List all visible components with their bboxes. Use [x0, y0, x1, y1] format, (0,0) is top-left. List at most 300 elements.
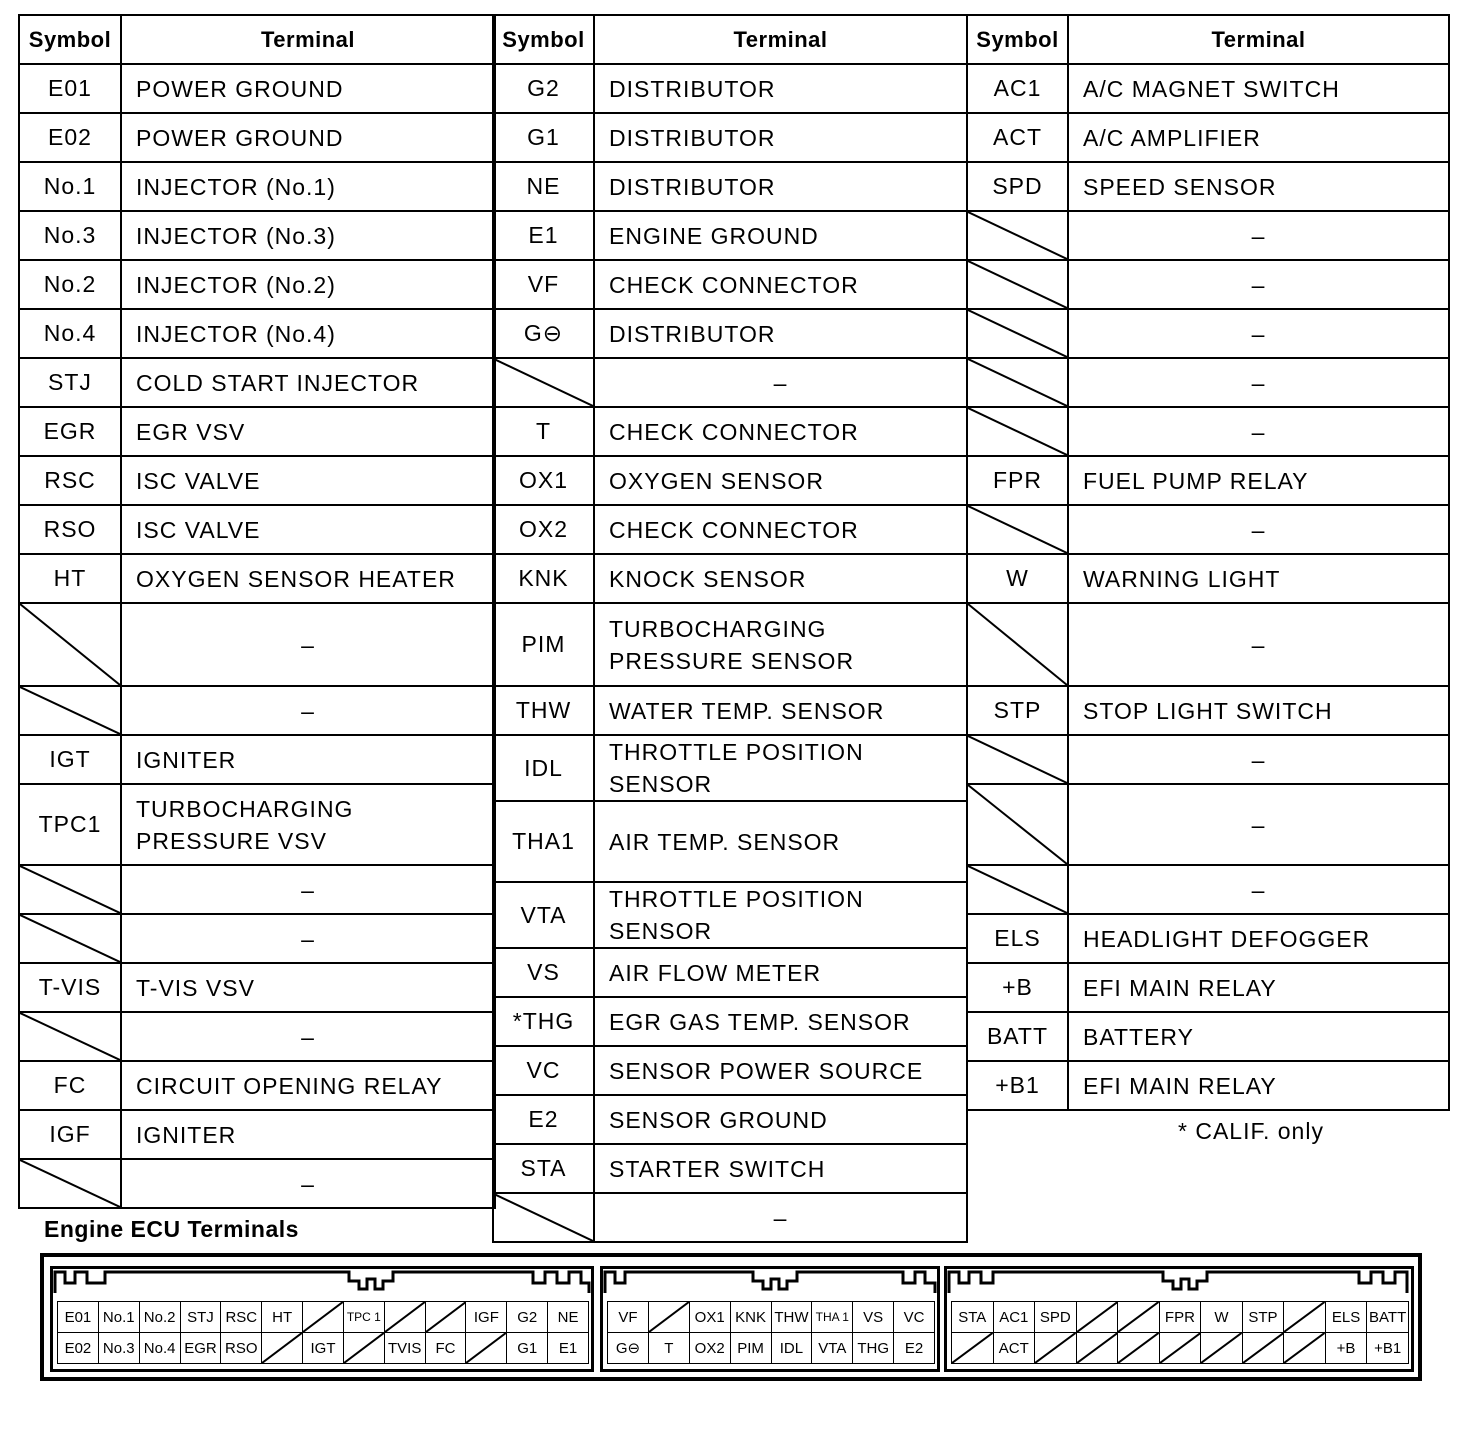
terminal-cell: CHECK CONNECTOR	[594, 407, 967, 456]
terminal-cell: OXYGEN SENSOR HEATER	[121, 554, 495, 603]
header-symbol-3: Symbol	[967, 15, 1068, 64]
pin-cell: EGR	[180, 1333, 221, 1364]
pin-cell: ACT	[993, 1333, 1035, 1364]
symbol-cell: No.3	[19, 211, 121, 260]
pin-cell: FPR	[1159, 1302, 1201, 1333]
terminal-cell: CIRCUIT OPENING RELAY	[121, 1061, 495, 1110]
terminal-cell: –	[1068, 865, 1449, 914]
pin-cell: NE	[548, 1302, 589, 1333]
calif-note: * CALIF. only	[1178, 1118, 1324, 1144]
pin-cell: VF	[608, 1302, 649, 1333]
pin-cell: G1	[507, 1333, 548, 1364]
table-row	[493, 686, 967, 735]
terminal-table-group-3	[966, 14, 1450, 1111]
unused-slash	[968, 310, 1067, 357]
symbol-cell: E2	[493, 1095, 594, 1144]
table-row	[493, 260, 967, 309]
unused-symbol-cell	[967, 865, 1068, 914]
symbol-cell: PIM	[493, 603, 594, 686]
unused-pin-cell	[648, 1302, 689, 1333]
symbol-cell: STJ	[19, 358, 121, 407]
table-row	[19, 1110, 495, 1159]
unused-slash	[1077, 1333, 1118, 1363]
connector-2-key-outline	[603, 1269, 937, 1295]
terminal-cell: THROTTLE POSITION SENSOR	[594, 735, 967, 801]
pin-cell: BATT	[1367, 1302, 1409, 1333]
pin-cell: IDL	[771, 1333, 812, 1364]
symbol-cell: T	[493, 407, 594, 456]
symbol-cell: STP	[967, 686, 1068, 735]
pin-cell: E01	[58, 1302, 99, 1333]
table-row	[19, 64, 495, 113]
symbol-cell: VS	[493, 948, 594, 997]
terminal-cell: INJECTOR (No.4)	[121, 309, 495, 358]
terminal-cell: A/C AMPLIFIER	[1068, 113, 1449, 162]
terminal-cell: POWER GROUND	[121, 113, 495, 162]
unused-symbol-cell	[967, 735, 1068, 784]
unused-slash	[1201, 1333, 1242, 1363]
symbol-cell: E1	[493, 211, 594, 260]
terminal-cell: –	[1068, 309, 1449, 358]
unused-pin-cell	[1076, 1302, 1118, 1333]
terminal-cell: BATTERY	[1068, 1012, 1449, 1061]
table-row	[493, 948, 967, 997]
unused-slash	[649, 1302, 689, 1332]
unused-symbol-cell	[493, 1193, 594, 1242]
unused-pin-cell	[1076, 1333, 1118, 1364]
table-row	[967, 914, 1449, 963]
unused-symbol-cell	[19, 603, 121, 686]
pin-cell: RSC	[221, 1302, 262, 1333]
connector-3-pins	[951, 1301, 1409, 1364]
terminal-cell: –	[1068, 358, 1449, 407]
table-row	[493, 1095, 967, 1144]
symbol-cell: VF	[493, 260, 594, 309]
symbol-cell: ELS	[967, 914, 1068, 963]
table-row	[19, 686, 495, 735]
table-row	[493, 997, 967, 1046]
unused-pin-cell	[1242, 1333, 1284, 1364]
unused-slash	[20, 915, 120, 962]
table-row	[967, 865, 1449, 914]
pin-cell: THG	[853, 1333, 894, 1364]
terminal-cell: –	[121, 1159, 495, 1208]
table-row	[967, 554, 1449, 603]
table-row	[967, 407, 1449, 456]
table-row	[493, 407, 967, 456]
header-terminal-1: Terminal	[121, 15, 495, 64]
pin-cell: STP	[1242, 1302, 1284, 1333]
table-row	[19, 865, 495, 914]
terminal-cell: –	[1068, 407, 1449, 456]
header-symbol-1: Symbol	[19, 15, 121, 64]
symbol-cell: VC	[493, 1046, 594, 1095]
unused-slash	[968, 359, 1067, 406]
table-row	[493, 162, 967, 211]
terminal-cell: A/C MAGNET SWITCH	[1068, 64, 1449, 113]
pin-row-bottom	[952, 1333, 1409, 1364]
table-row	[967, 211, 1449, 260]
pin-cell: IGF	[466, 1302, 507, 1333]
terminal-cell: DISTRIBUTOR	[594, 309, 967, 358]
table-row	[19, 1061, 495, 1110]
symbol-cell: AC1	[967, 64, 1068, 113]
unused-symbol-cell	[19, 686, 121, 735]
terminal-cell: INJECTOR (No.3)	[121, 211, 495, 260]
terminal-cell: –	[594, 1193, 967, 1242]
header-terminal-3: Terminal	[1068, 15, 1449, 64]
terminal-cell: ISC VALVE	[121, 505, 495, 554]
unused-slash	[494, 1194, 593, 1241]
terminal-cell: POWER GROUND	[121, 64, 495, 113]
symbol-cell: W	[967, 554, 1068, 603]
unused-slash	[20, 1013, 120, 1060]
unused-pin-cell	[1159, 1333, 1201, 1364]
table-row	[19, 914, 495, 963]
table-row	[19, 358, 495, 407]
terminal-cell: –	[1068, 603, 1449, 686]
unused-slash	[303, 1302, 343, 1332]
symbol-cell: VTA	[493, 882, 594, 948]
pin-cell: VTA	[812, 1333, 853, 1364]
unused-pin-cell	[343, 1333, 384, 1364]
symbol-cell: E02	[19, 113, 121, 162]
terminal-cell: THROTTLE POSITION SENSOR	[594, 882, 967, 948]
table-row	[493, 113, 967, 162]
terminal-cell: –	[594, 358, 967, 407]
table-row	[19, 260, 495, 309]
symbol-cell: G2	[493, 64, 594, 113]
unused-pin-cell	[1118, 1302, 1160, 1333]
unused-pin-cell	[303, 1302, 344, 1333]
unused-slash	[1284, 1333, 1325, 1363]
unused-slash	[968, 736, 1067, 783]
symbol-cell: *THG	[493, 997, 594, 1046]
table-row	[967, 456, 1449, 505]
unused-slash	[466, 1333, 506, 1363]
unused-slash	[1035, 1333, 1076, 1363]
symbol-cell: FPR	[967, 456, 1068, 505]
unused-symbol-cell	[493, 358, 594, 407]
table-row	[19, 784, 495, 865]
table-row	[493, 211, 967, 260]
terminal-cell: DISTRIBUTOR	[594, 113, 967, 162]
pin-row-top	[58, 1302, 589, 1333]
terminal-cell: KNOCK SENSOR	[594, 554, 967, 603]
table-row	[19, 554, 495, 603]
unused-pin-cell	[1118, 1333, 1160, 1364]
terminal-cell: STARTER SWITCH	[594, 1144, 967, 1193]
unused-slash	[968, 785, 1067, 864]
pin-cell: TVIS	[384, 1333, 425, 1364]
table-row	[19, 162, 495, 211]
symbol-cell: RSO	[19, 505, 121, 554]
terminal-cell: WARNING LIGHT	[1068, 554, 1449, 603]
table-row	[19, 407, 495, 456]
pin-cell: E2	[894, 1333, 935, 1364]
symbol-cell: G1	[493, 113, 594, 162]
table-row	[493, 554, 967, 603]
unused-slash	[494, 359, 593, 406]
table-row	[493, 64, 967, 113]
terminal-cell: IGNITER	[121, 1110, 495, 1159]
connector-1-key-outline	[53, 1269, 591, 1295]
pin-cell: E1	[548, 1333, 589, 1364]
symbol-cell: E01	[19, 64, 121, 113]
table-row	[493, 735, 967, 801]
unused-pin-cell	[262, 1333, 303, 1364]
symbol-cell: IDL	[493, 735, 594, 801]
pin-cell: FC	[425, 1333, 466, 1364]
terminal-cell: OXYGEN SENSOR	[594, 456, 967, 505]
table-row	[19, 735, 495, 784]
terminal-cell: ENGINE GROUND	[594, 211, 967, 260]
terminal-cell: AIR FLOW METER	[594, 948, 967, 997]
terminal-cell: AIR TEMP. SENSOR	[594, 801, 967, 882]
unused-symbol-cell	[19, 1159, 121, 1208]
pin-cell: +B1	[1367, 1333, 1409, 1364]
symbol-cell: FC	[19, 1061, 121, 1110]
unused-symbol-cell	[19, 865, 121, 914]
terminal-cell: –	[121, 603, 495, 686]
terminal-cell: CHECK CONNECTOR	[594, 260, 967, 309]
table-row	[19, 603, 495, 686]
terminal-cell: CHECK CONNECTOR	[594, 505, 967, 554]
pin-row-bottom	[58, 1333, 589, 1364]
unused-symbol-cell	[967, 505, 1068, 554]
pin-cell: VC	[894, 1302, 935, 1333]
pin-cell: TPC 1	[343, 1302, 384, 1333]
unused-slash	[1118, 1333, 1159, 1363]
table-row	[19, 211, 495, 260]
pin-cell: OX2	[689, 1333, 730, 1364]
connector-1	[50, 1266, 594, 1372]
table-row	[967, 113, 1449, 162]
unused-slash	[952, 1333, 993, 1363]
terminal-cell: FUEL PUMP RELAY	[1068, 456, 1449, 505]
unused-pin-cell	[1284, 1333, 1326, 1364]
table-row	[493, 603, 967, 686]
terminal-cell: –	[1068, 735, 1449, 784]
symbol-cell: BATT	[967, 1012, 1068, 1061]
pin-cell: SPD	[1035, 1302, 1077, 1333]
pin-cell: KNK	[730, 1302, 771, 1333]
table-row	[967, 603, 1449, 686]
symbol-cell: G⊖	[493, 309, 594, 358]
table-row	[967, 358, 1449, 407]
terminal-cell: DISTRIBUTOR	[594, 64, 967, 113]
symbol-cell: KNK	[493, 554, 594, 603]
unused-slash	[426, 1302, 466, 1332]
connector-3	[944, 1266, 1414, 1372]
pin-cell: W	[1201, 1302, 1243, 1333]
terminal-cell: TURBOCHARGING PRESSURE VSV	[121, 784, 495, 865]
table-row	[19, 456, 495, 505]
unused-symbol-cell	[967, 358, 1068, 407]
table-row	[19, 505, 495, 554]
unused-slash	[968, 604, 1067, 685]
symbol-cell: NE	[493, 162, 594, 211]
pin-cell: THA 1	[812, 1302, 853, 1333]
symbol-cell: STA	[493, 1144, 594, 1193]
terminal-cell: EGR VSV	[121, 407, 495, 456]
pin-cell: No.3	[98, 1333, 139, 1364]
table-row	[493, 1144, 967, 1193]
ecu-title: Engine ECU Terminals	[44, 1216, 299, 1242]
table-row	[967, 1061, 1449, 1110]
symbol-cell: THW	[493, 686, 594, 735]
unused-pin-cell	[1035, 1333, 1077, 1364]
pin-cell: E02	[58, 1333, 99, 1364]
table-row	[19, 309, 495, 358]
connector-2	[600, 1266, 940, 1372]
terminal-table-group-1	[18, 14, 496, 1209]
terminal-cell: EFI MAIN RELAY	[1068, 1061, 1449, 1110]
pin-cell: VS	[853, 1302, 894, 1333]
unused-slash	[20, 866, 120, 913]
unused-pin-cell	[384, 1302, 425, 1333]
unused-slash	[1118, 1302, 1159, 1332]
pin-row-top	[952, 1302, 1409, 1333]
terminal-cell: SENSOR GROUND	[594, 1095, 967, 1144]
pin-cell: RSO	[221, 1333, 262, 1364]
table-row	[493, 505, 967, 554]
terminal-cell: INJECTOR (No.2)	[121, 260, 495, 309]
unused-symbol-cell	[967, 603, 1068, 686]
pin-cell: ELS	[1325, 1302, 1367, 1333]
connector-2-pins	[607, 1301, 935, 1364]
unused-slash	[968, 408, 1067, 455]
pin-cell: No.2	[139, 1302, 180, 1333]
symbol-cell: THA1	[493, 801, 594, 882]
pin-cell: +B	[1325, 1333, 1367, 1364]
table-row	[967, 309, 1449, 358]
table-row	[967, 162, 1449, 211]
pin-cell: No.1	[98, 1302, 139, 1333]
table-row	[493, 801, 967, 882]
pin-cell: HT	[262, 1302, 303, 1333]
table-row	[19, 963, 495, 1012]
unused-slash	[20, 687, 120, 734]
symbol-cell: No.4	[19, 309, 121, 358]
table-row	[493, 358, 967, 407]
pin-cell: T	[648, 1333, 689, 1364]
table-row	[493, 309, 967, 358]
pin-row-top	[608, 1302, 935, 1333]
terminal-cell: SENSOR POWER SOURCE	[594, 1046, 967, 1095]
symbol-cell: No.1	[19, 162, 121, 211]
unused-slash	[968, 866, 1067, 913]
unused-slash	[385, 1302, 425, 1332]
terminal-cell: TURBOCHARGING PRESSURE SENSOR	[594, 603, 967, 686]
table-row	[19, 113, 495, 162]
symbol-cell: OX2	[493, 505, 594, 554]
symbol-cell: TPC1	[19, 784, 121, 865]
symbol-cell: HT	[19, 554, 121, 603]
table-row	[493, 882, 967, 948]
terminal-cell: STOP LIGHT SWITCH	[1068, 686, 1449, 735]
unused-slash	[344, 1333, 384, 1363]
unused-symbol-cell	[19, 914, 121, 963]
terminal-cell: EFI MAIN RELAY	[1068, 963, 1449, 1012]
unused-symbol-cell	[967, 211, 1068, 260]
terminal-cell: EGR GAS TEMP. SENSOR	[594, 997, 967, 1046]
unused-symbol-cell	[967, 784, 1068, 865]
unused-slash	[20, 1160, 120, 1207]
unused-symbol-cell	[967, 260, 1068, 309]
pin-cell: AC1	[993, 1302, 1035, 1333]
table-row	[967, 963, 1449, 1012]
unused-pin-cell	[952, 1333, 994, 1364]
table-row	[967, 260, 1449, 309]
unused-symbol-cell	[967, 309, 1068, 358]
table-row	[493, 1193, 967, 1242]
terminal-cell: –	[1068, 505, 1449, 554]
unused-pin-cell	[1284, 1302, 1326, 1333]
table-row	[967, 505, 1449, 554]
header-symbol-2: Symbol	[493, 15, 594, 64]
table-row	[493, 456, 967, 505]
unused-slash	[968, 506, 1067, 553]
unused-slash	[1160, 1333, 1201, 1363]
terminal-cell: –	[121, 914, 495, 963]
unused-slash	[1243, 1333, 1284, 1363]
symbol-cell: OX1	[493, 456, 594, 505]
table-row	[967, 735, 1449, 784]
symbol-cell: +B	[967, 963, 1068, 1012]
terminal-cell: –	[1068, 784, 1449, 865]
unused-pin-cell	[466, 1333, 507, 1364]
unused-pin-cell	[425, 1302, 466, 1333]
symbol-cell: IGT	[19, 735, 121, 784]
terminal-cell: –	[1068, 211, 1449, 260]
symbol-cell: +B1	[967, 1061, 1068, 1110]
pin-cell: No.4	[139, 1333, 180, 1364]
unused-slash	[1284, 1302, 1325, 1332]
pin-cell: THW	[771, 1302, 812, 1333]
unused-slash	[968, 261, 1067, 308]
terminal-cell: WATER TEMP. SENSOR	[594, 686, 967, 735]
terminal-cell: T-VIS VSV	[121, 963, 495, 1012]
unused-pin-cell	[1201, 1333, 1243, 1364]
terminal-cell: DISTRIBUTOR	[594, 162, 967, 211]
terminal-cell: –	[1068, 260, 1449, 309]
terminal-cell: ISC VALVE	[121, 456, 495, 505]
pin-cell: STA	[952, 1302, 994, 1333]
table-row	[19, 1012, 495, 1061]
connector-3-key-outline	[947, 1269, 1411, 1295]
terminal-cell: –	[121, 865, 495, 914]
unused-symbol-cell	[967, 407, 1068, 456]
terminal-cell: SPEED SENSOR	[1068, 162, 1449, 211]
connector-1-pins	[57, 1301, 589, 1364]
table-row	[967, 686, 1449, 735]
pin-cell: G⊖	[608, 1333, 649, 1364]
pin-cell: G2	[507, 1302, 548, 1333]
symbol-cell: RSC	[19, 456, 121, 505]
header-terminal-2: Terminal	[594, 15, 967, 64]
terminal-cell: INJECTOR (No.1)	[121, 162, 495, 211]
table-row	[967, 64, 1449, 113]
table-row	[19, 1159, 495, 1208]
pin-cell: OX1	[689, 1302, 730, 1333]
pin-cell: PIM	[730, 1333, 771, 1364]
unused-slash	[262, 1333, 302, 1363]
unused-slash	[20, 604, 120, 685]
terminal-cell: –	[121, 686, 495, 735]
symbol-cell: T-VIS	[19, 963, 121, 1012]
terminal-cell: HEADLIGHT DEFOGGER	[1068, 914, 1449, 963]
